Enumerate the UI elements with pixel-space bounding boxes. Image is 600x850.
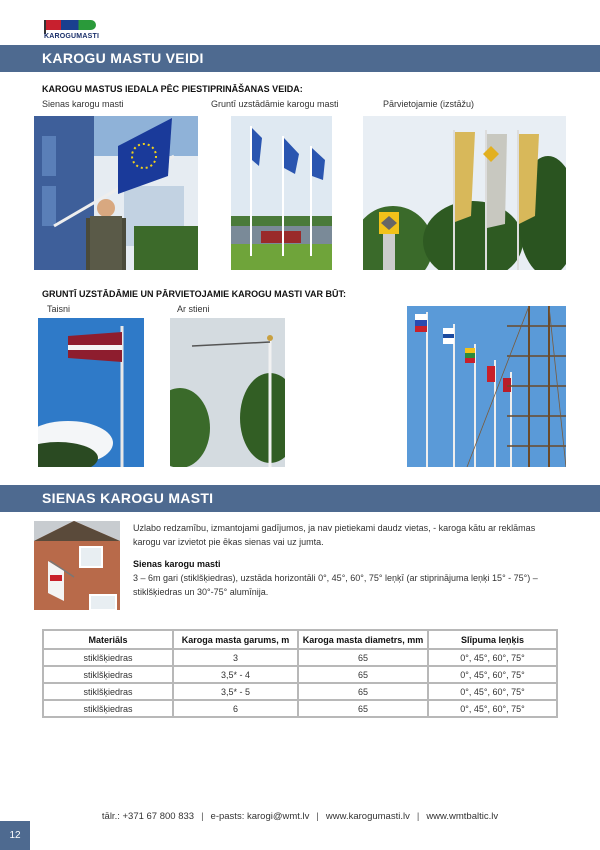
caption-wall: Sienas karogu masti: [42, 99, 124, 109]
cell-angle: 0°, 45°, 60°, 75°: [428, 649, 557, 666]
footer-site-link-karogumasti[interactable]: www.karogumasti.lv: [325, 811, 410, 822]
spec-paragraph: 3 – 6m gari (stiklšķiedras), uzstāda horizontāli 0°, 45°, 60°, 75° leņķī (ar stiprinājuma leņķi 15° - 75°) – stiklšķiedras un 30°-75° alumīnija.: [133, 573, 538, 597]
cell-angle: 0°, 45°, 60°, 75°: [428, 683, 557, 700]
logo-text: KAROGUMASTI: [44, 33, 100, 40]
footer-site-link-wmtbaltic[interactable]: www.wmtbaltic.lv: [426, 811, 499, 822]
cell-material: stiklšķiedras: [43, 666, 173, 683]
footer-contacts: [0, 811, 600, 822]
cell-length: 3,5* - 5: [173, 683, 298, 700]
cell-diameter: 65: [298, 666, 428, 683]
caption-mobile: Pārvietojamie (izstāžu): [383, 99, 475, 109]
photo-mobile-banners: [363, 116, 566, 270]
photo-flag-row: [407, 306, 566, 467]
header-material: Materiāls: [43, 630, 173, 649]
cell-diameter: 65: [298, 700, 428, 717]
brand-logo: [42, 16, 102, 42]
page-number: 12: [0, 821, 30, 850]
table-row: [43, 649, 557, 666]
header-length: Karoga masta garums, m: [173, 630, 298, 649]
photo-building-wall-flag: [34, 521, 120, 610]
cell-diameter: 65: [298, 649, 428, 666]
intro-paragraph: Uzlabo redzamību, izmantojami gadījumos, ja nav pietiekami daudz vietas, - karoga kātu ar reklāmas karogu var izvietot pie ēkas sienas vai uz jumta.: [133, 523, 536, 547]
table-row: [43, 700, 557, 717]
cell-angle: 0°, 45°, 60°, 75°: [428, 666, 557, 683]
header-diameter: Karoga masta diametrs, mm: [298, 630, 428, 649]
footer-phone: tālr.: +371 67 800 833: [101, 811, 195, 822]
section-heading-types: KAROGU MASTU VEIDI: [0, 45, 600, 72]
cell-diameter: 65: [298, 683, 428, 700]
section-heading-wall: SIENAS KAROGU MASTI: [0, 485, 600, 512]
photo-pole-with-arm: [170, 318, 285, 467]
cell-angle: 0°, 45°, 60°, 75°: [428, 700, 557, 717]
table-row: [43, 683, 557, 700]
table-header-row: [43, 630, 557, 649]
photo-ground-flagpoles: [231, 116, 332, 270]
footer-separator: |: [201, 811, 204, 822]
cell-material: stiklšķiedras: [43, 700, 173, 717]
cell-length: 6: [173, 700, 298, 717]
subheading-types: GRUNTĪ UZSTĀDĀMIE UN PĀRVIETOJAMIE KAROGU MASTI VAR BŪT:: [42, 289, 347, 299]
caption-with-arm: Ar stieni: [177, 304, 210, 314]
photo-straight-pole: [38, 318, 144, 467]
cell-material: stiklšķiedras: [43, 649, 173, 666]
cell-length: 3: [173, 649, 298, 666]
footer-email-link[interactable]: e-pasts: karogi@wmt.lv: [210, 811, 310, 822]
caption-ground: Gruntī uzstādāmie karogu masti: [211, 99, 339, 109]
footer-separator: |: [416, 811, 420, 822]
caption-straight: Taisni: [47, 304, 71, 314]
cell-length: 3,5* - 4: [173, 666, 298, 683]
logo-flag-icon: [46, 20, 96, 30]
header-angle: Slīpuma leņķis: [428, 630, 557, 649]
specs-table: [42, 629, 558, 718]
footer-separator: |: [316, 811, 319, 822]
subheading-mounting: KAROGU MASTUS IEDALA PĒC PIESTIPRINĀŠANAS VEIDA:: [42, 84, 303, 94]
table-row: [43, 666, 557, 683]
spec-title: Sienas karogu masti: [133, 559, 221, 569]
photo-wall-flagpole: [34, 116, 198, 270]
cell-material: stiklšķiedras: [43, 683, 173, 700]
